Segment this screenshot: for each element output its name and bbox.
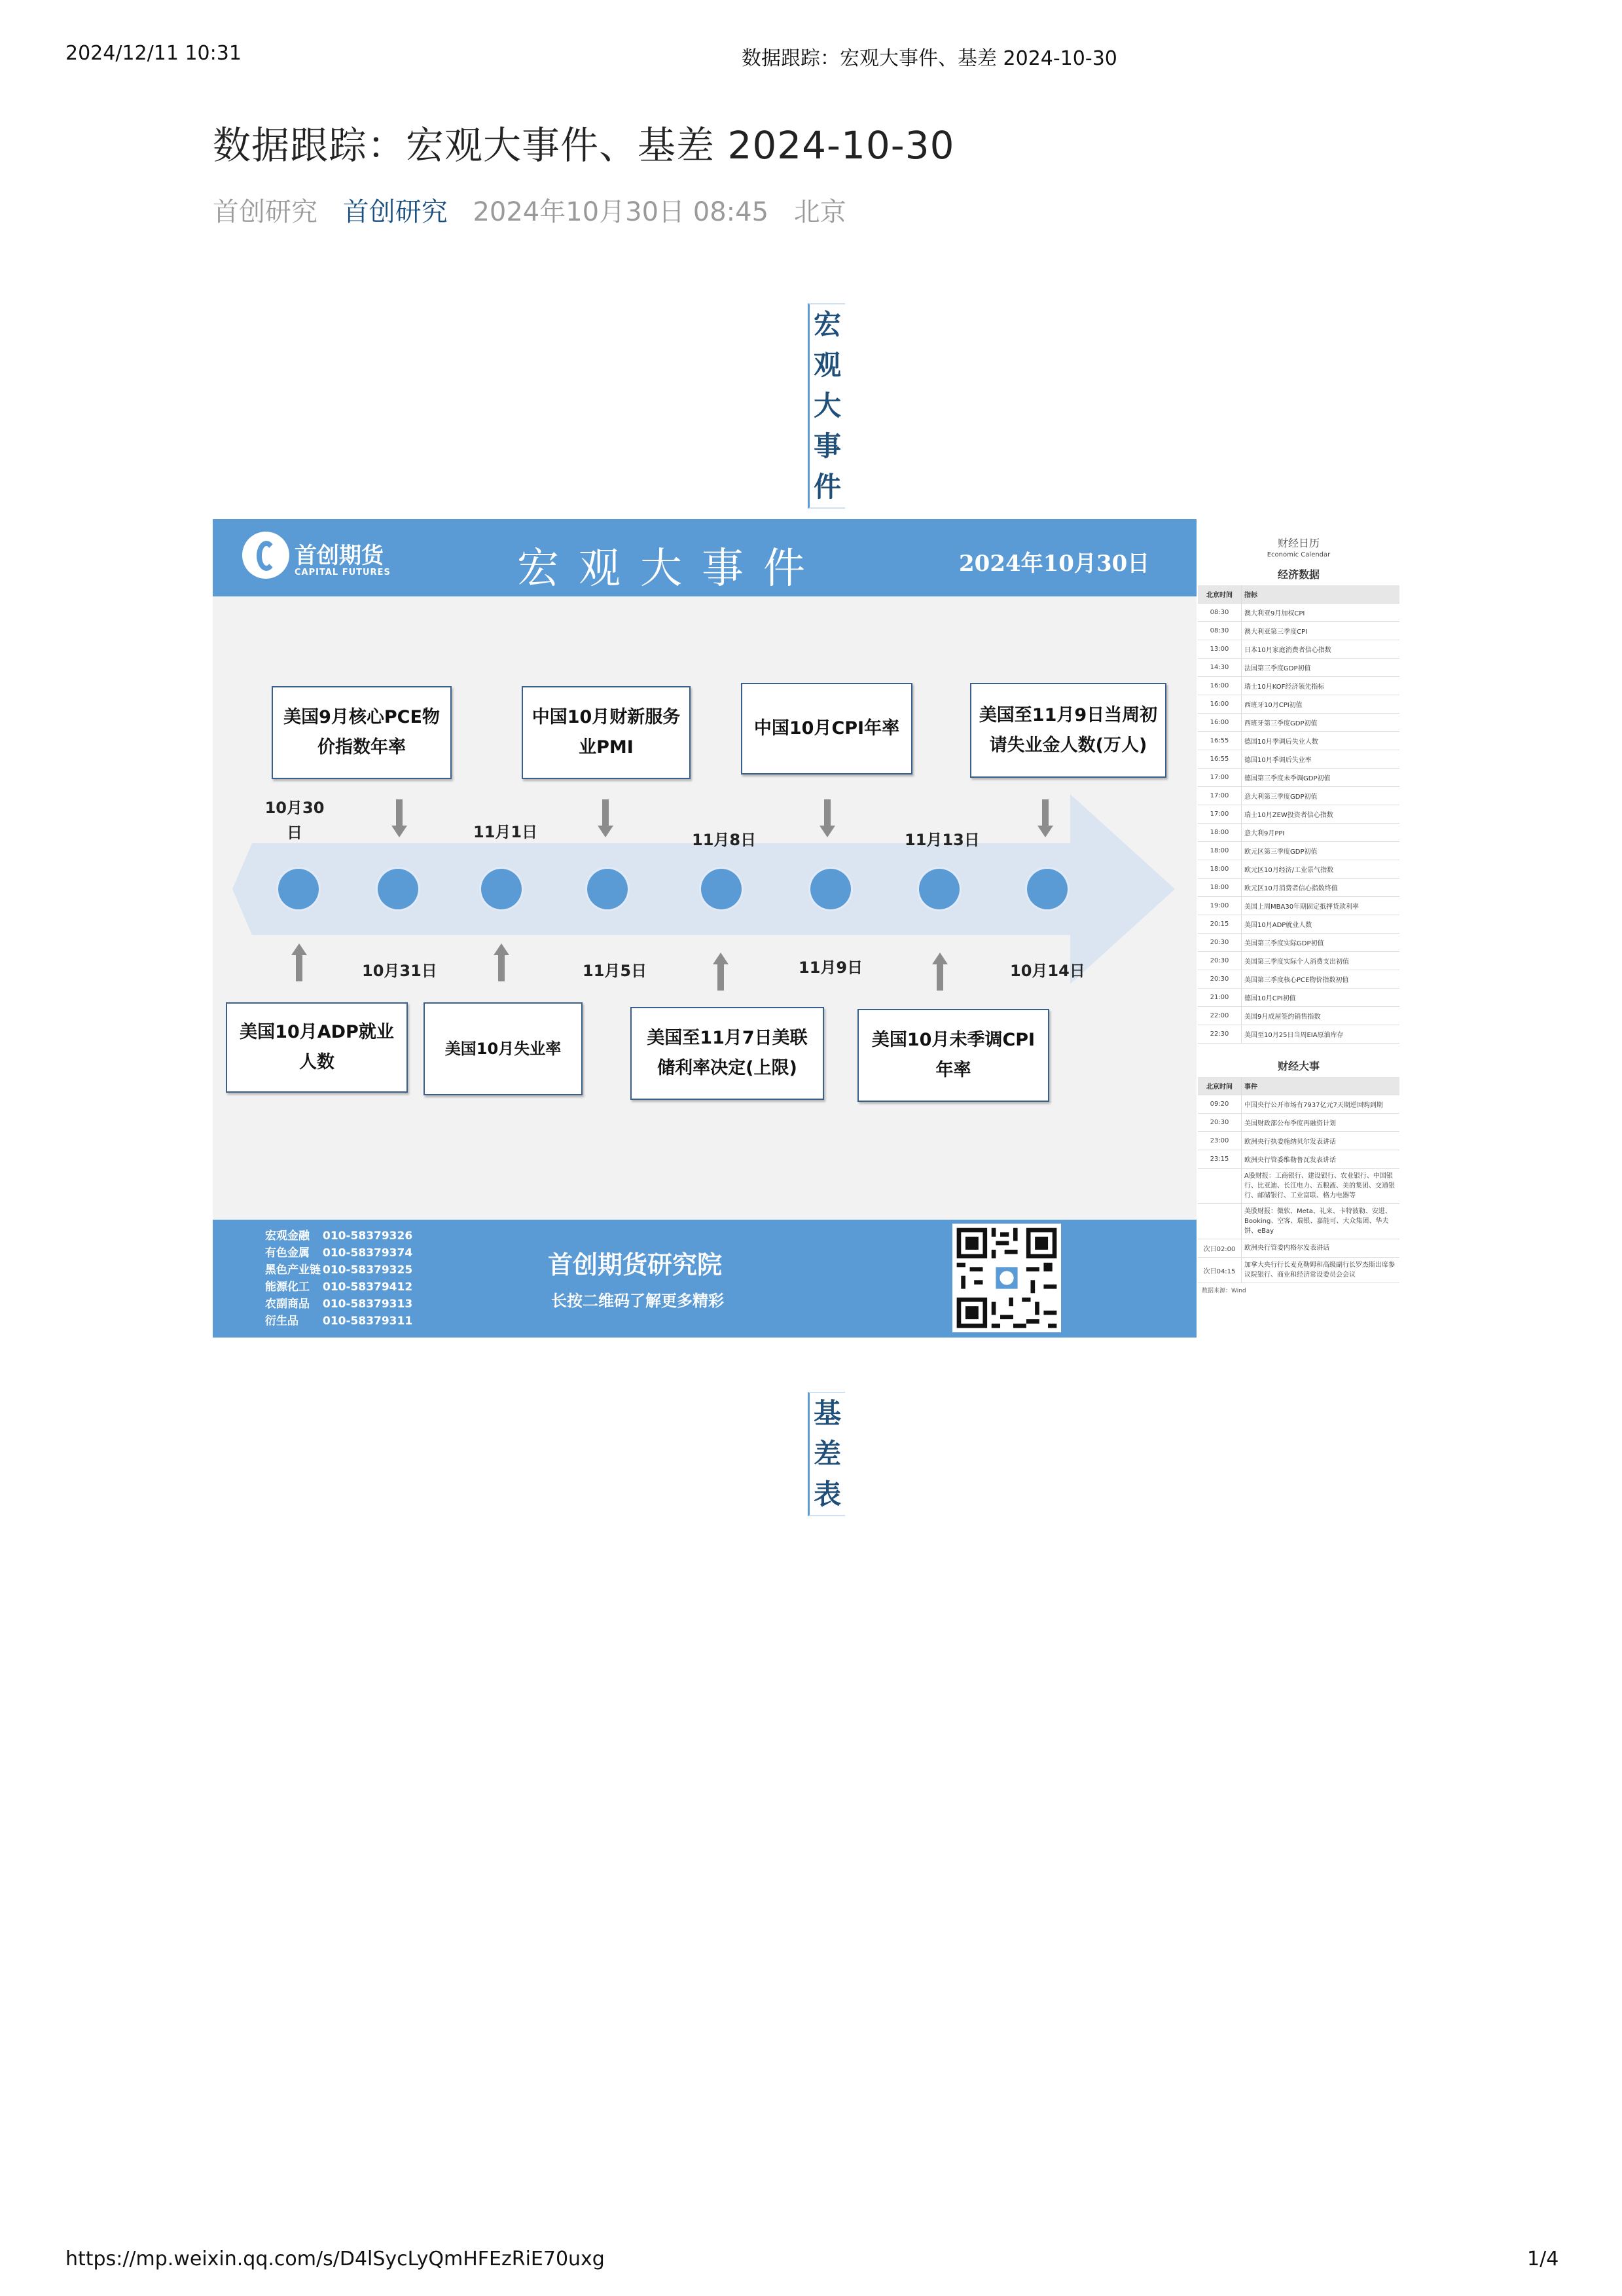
row-item: 瑞士10月KOF经济领先指标 bbox=[1242, 677, 1400, 695]
header-item: 事件 bbox=[1242, 1077, 1400, 1095]
row-item: 美国第三季度实际GDP初值 bbox=[1242, 934, 1400, 952]
table-row bbox=[1198, 750, 1399, 769]
row-time: 16:00 bbox=[1198, 714, 1242, 732]
contact-row: 黑色产业链 010-58379325 bbox=[265, 1264, 413, 1277]
row-time: 13:00 bbox=[1198, 640, 1242, 659]
heading-char: 宏 bbox=[813, 308, 841, 340]
row-item: 法国第三季度GDP初值 bbox=[1242, 659, 1400, 677]
article-meta bbox=[213, 191, 863, 228]
table-row bbox=[1198, 604, 1399, 622]
table-row bbox=[1198, 1007, 1399, 1025]
table-row bbox=[1198, 805, 1399, 824]
header-time: 北京时间 bbox=[1198, 1077, 1242, 1095]
table-row bbox=[1198, 1169, 1399, 1204]
row-time: 17:00 bbox=[1198, 787, 1242, 805]
section-heading-basis bbox=[808, 1392, 845, 1516]
section-heading-macro bbox=[808, 303, 845, 509]
earnings-us: 美股财报：微软、Meta、礼来、卡特彼勒、安进、Booking、空客、瑞银、嘉能可、大众集团、华夫饼、eBay bbox=[1242, 1204, 1400, 1239]
row-time: 17:00 bbox=[1198, 769, 1242, 787]
macro-events-infographic bbox=[213, 519, 1197, 1338]
row-item: 西班牙10月CPI初值 bbox=[1242, 695, 1400, 714]
up-arrow-icon bbox=[932, 953, 948, 991]
table-row bbox=[1198, 1132, 1399, 1150]
down-arrow-icon bbox=[1037, 799, 1053, 837]
row-item: 澳大利亚9月加权CPI bbox=[1242, 604, 1400, 622]
timeline-dot bbox=[701, 869, 742, 909]
contact-row: 宏观金融 010-58379326 bbox=[265, 1230, 413, 1243]
row-time: 08:30 bbox=[1198, 622, 1242, 640]
calendar-subtitle: Economic Calendar bbox=[1267, 551, 1331, 558]
row-item: 欧元区10月经济/工业景气指数 bbox=[1242, 860, 1400, 879]
row-time: 23:15 bbox=[1198, 1150, 1242, 1169]
table-row bbox=[1198, 677, 1399, 695]
infographic-date: 2024年10月30日 bbox=[959, 551, 1150, 577]
down-arrow-icon bbox=[598, 799, 613, 837]
logo-text-cn: 首创期货 bbox=[295, 543, 384, 569]
table-row bbox=[1198, 695, 1399, 714]
table-row bbox=[1198, 769, 1399, 787]
row-item: 德国10月CPI初值 bbox=[1242, 989, 1400, 1007]
publish-date: 2024年10月30日 08:45 bbox=[473, 197, 769, 227]
event-box-top: 中国10月财新服务业PMI bbox=[522, 686, 691, 779]
heading-char: 表 bbox=[813, 1478, 841, 1510]
earnings-a-share: A股财报：工商银行、建设银行、农业银行、中国银行、比亚迪、长江电力、五粮液、美的集团、交通银行、邮储银行、工业富联、格力电器等 bbox=[1242, 1169, 1400, 1204]
row-time: 22:00 bbox=[1198, 1007, 1242, 1025]
calendar-event-heading: 财经大事 bbox=[1277, 1060, 1320, 1072]
row-time: 08:30 bbox=[1198, 604, 1242, 622]
row-time: 18:00 bbox=[1198, 824, 1242, 842]
date-label: 11月9日 bbox=[799, 958, 863, 977]
heading-char: 件 bbox=[813, 471, 841, 503]
contact-row: 衍生品 010-58379311 bbox=[265, 1315, 413, 1328]
contact-row: 有色金属 010-58379374 bbox=[265, 1247, 413, 1260]
table-row bbox=[1198, 787, 1399, 805]
table-row bbox=[1198, 970, 1399, 989]
table-row bbox=[1198, 1150, 1399, 1169]
timeline-dot bbox=[378, 869, 418, 909]
row-item: 澳大利亚第三季度CPI bbox=[1242, 622, 1400, 640]
table-row bbox=[1198, 732, 1399, 750]
table-row bbox=[1198, 714, 1399, 732]
row-time: 20:30 bbox=[1198, 1114, 1242, 1132]
row-item: 美国财政部公布季度再融资计划 bbox=[1242, 1114, 1400, 1132]
row-time: 18:00 bbox=[1198, 879, 1242, 897]
infographic-footer bbox=[213, 1220, 1197, 1338]
row-time: 17:00 bbox=[1198, 805, 1242, 824]
qr-code-icon[interactable] bbox=[952, 1224, 1061, 1332]
row-item: 德国10月季调后失业率 bbox=[1242, 750, 1400, 769]
heading-char: 事 bbox=[813, 430, 841, 462]
row-time: 09:20 bbox=[1198, 1095, 1242, 1114]
timeline-dot bbox=[481, 869, 522, 909]
row-item: 德国10月季调后失业人数 bbox=[1242, 732, 1400, 750]
table-row bbox=[1198, 897, 1399, 915]
print-url[interactable]: https://mp.weixin.qq.com/s/D4lSycLyQmHFEzRiE70uxg bbox=[65, 2248, 605, 2270]
infographic-title: 宏观大事件 bbox=[517, 545, 825, 593]
event-box-top: 美国至11月9日当周初请失业金人数(万人) bbox=[970, 683, 1166, 778]
row-item: 瑞士10月ZEW投资者信心指数 bbox=[1242, 805, 1400, 824]
publish-location: 北京 bbox=[793, 197, 846, 227]
event-box-bottom: 美国至11月7日美联储利率决定(上限) bbox=[630, 1007, 824, 1100]
print-title: 数据跟踪：宏观大事件、基差 2024-10-30 bbox=[742, 47, 1117, 70]
earnings-table bbox=[1198, 1169, 1399, 1239]
row-item: 美国第三季度实际个人消费支出初值 bbox=[1242, 952, 1400, 970]
row-item: 意大利9月PPI bbox=[1242, 824, 1400, 842]
row-time: 23:00 bbox=[1198, 1132, 1242, 1150]
row-time: 18:00 bbox=[1198, 860, 1242, 879]
date-label: 11月5日 bbox=[583, 962, 647, 980]
economic-calendar bbox=[1198, 519, 1399, 1338]
row-time: 16:00 bbox=[1198, 677, 1242, 695]
table-row bbox=[1198, 1204, 1399, 1239]
contact-list bbox=[265, 1228, 412, 1330]
table-row bbox=[1198, 934, 1399, 952]
date-label: 11月1日 bbox=[473, 823, 538, 841]
down-arrow-icon bbox=[820, 799, 835, 837]
heading-char: 大 bbox=[813, 390, 841, 422]
header-time: 北京时间 bbox=[1198, 585, 1242, 604]
table-header-row bbox=[1198, 585, 1399, 604]
table-row bbox=[1198, 640, 1399, 659]
table-row bbox=[1198, 842, 1399, 860]
events-table bbox=[1198, 1077, 1399, 1169]
date-label: 10月30日 bbox=[264, 799, 325, 842]
table-row bbox=[1198, 860, 1399, 879]
row-time: 22:30 bbox=[1198, 1025, 1242, 1044]
row-item: 欧洲央行管委维勒鲁瓦发表讲话 bbox=[1242, 1150, 1400, 1169]
event-box-bottom: 美国10月未季调CPI年率 bbox=[857, 1009, 1049, 1102]
institute-name: 首创期货研究院 bbox=[548, 1250, 723, 1279]
timeline-dot bbox=[810, 869, 851, 909]
print-page-number: 1/4 bbox=[1527, 2248, 1559, 2270]
table-header-row bbox=[1198, 1077, 1399, 1095]
row-item: 西班牙第三季度GDP初值 bbox=[1242, 714, 1400, 732]
contact-row: 能源化工 010-58379412 bbox=[265, 1281, 413, 1294]
row-item: 意大利第三季度GDP初值 bbox=[1242, 787, 1400, 805]
row-time: 次日02:00 bbox=[1198, 1239, 1242, 1258]
table-row bbox=[1198, 989, 1399, 1007]
timeline-dot bbox=[919, 869, 960, 909]
event-box-top: 中国10月CPI年率 bbox=[741, 683, 912, 774]
author-link[interactable]: 首创研究 bbox=[342, 197, 448, 227]
row-item: 美国上周MBA30年期固定抵押贷款利率 bbox=[1242, 897, 1400, 915]
row-time: 16:55 bbox=[1198, 750, 1242, 769]
row-time: 次日04:15 bbox=[1198, 1258, 1242, 1283]
row-item: 中国央行公开市场有7937亿元7天期逆回购到期 bbox=[1242, 1095, 1400, 1114]
row-time: 18:00 bbox=[1198, 842, 1242, 860]
timeline-dot bbox=[1027, 869, 1068, 909]
table-row bbox=[1198, 915, 1399, 934]
date-label: 11月13日 bbox=[905, 831, 980, 849]
date-label: 10月14日 bbox=[1010, 962, 1085, 980]
row-time: 21:00 bbox=[1198, 989, 1242, 1007]
event-box-bottom: 美国10月失业率 bbox=[424, 1002, 583, 1095]
row-item: 美国至10月25日当周EIA原油库存 bbox=[1242, 1025, 1400, 1044]
date-label: 11月8日 bbox=[692, 831, 757, 849]
table-row bbox=[1198, 1258, 1399, 1283]
print-datetime: 2024/12/11 10:31 bbox=[65, 42, 242, 65]
table-row bbox=[1198, 1239, 1399, 1258]
table-row bbox=[1198, 1025, 1399, 1044]
contact-row: 农副商品 010-58379313 bbox=[265, 1298, 413, 1311]
timeline-dot bbox=[587, 869, 628, 909]
qr-cta: 长按二维码了解更多精彩 bbox=[551, 1292, 724, 1310]
header-item: 指标 bbox=[1242, 585, 1400, 604]
table-row bbox=[1198, 879, 1399, 897]
row-time: 20:30 bbox=[1198, 952, 1242, 970]
row-time: 20:30 bbox=[1198, 970, 1242, 989]
down-arrow-icon bbox=[391, 799, 407, 837]
row-item: 欧元区10月消费者信心指数终值 bbox=[1242, 879, 1400, 897]
logo-text-en: CAPITAL FUTURES bbox=[295, 568, 391, 577]
table-row bbox=[1198, 952, 1399, 970]
row-item: 欧洲央行执委施纳贝尔发表讲话 bbox=[1242, 1132, 1400, 1150]
row-item: 美国第三季度核心PCE物价指数初值 bbox=[1242, 970, 1400, 989]
row-item: 日本10月家庭消费者信心指数 bbox=[1242, 640, 1400, 659]
article-source: 首创研究 bbox=[213, 197, 317, 227]
heading-char: 差 bbox=[813, 1438, 841, 1470]
row-time: 20:15 bbox=[1198, 915, 1242, 934]
row-time: 16:55 bbox=[1198, 732, 1242, 750]
row-time: 20:30 bbox=[1198, 934, 1242, 952]
table-row bbox=[1198, 622, 1399, 640]
event-box-top: 美国9月核心PCE物价指数年率 bbox=[272, 686, 452, 779]
row-time: 14:30 bbox=[1198, 659, 1242, 677]
calendar-source: 数据来源：Wind bbox=[1202, 1288, 1246, 1294]
table-row bbox=[1198, 659, 1399, 677]
calendar-econ-heading: 经济数据 bbox=[1277, 568, 1320, 581]
econ-data-table bbox=[1198, 585, 1399, 1044]
row-item: 美国10月ADP就业人数 bbox=[1242, 915, 1400, 934]
row-item: 欧洲央行管委内格尔发表讲话 bbox=[1242, 1239, 1400, 1258]
up-arrow-icon bbox=[494, 943, 509, 981]
timeline-dot bbox=[278, 869, 319, 909]
up-arrow-icon bbox=[713, 953, 729, 991]
table-row bbox=[1198, 824, 1399, 842]
row-time: 16:00 bbox=[1198, 695, 1242, 714]
next-day-table bbox=[1198, 1239, 1399, 1283]
table-row bbox=[1198, 1114, 1399, 1132]
row-item: 美国9月成屋签约销售指数 bbox=[1242, 1007, 1400, 1025]
row-item: 加拿大央行行长麦克勒姆和高级副行长罗杰斯出席参议院银行、商业和经济常设委员会会议 bbox=[1242, 1258, 1400, 1283]
calendar-title: 财经日历 bbox=[1277, 537, 1320, 549]
row-item: 欧元区第三季度GDP初值 bbox=[1242, 842, 1400, 860]
row-time: 19:00 bbox=[1198, 897, 1242, 915]
event-box-bottom: 美国10月ADP就业人数 bbox=[226, 1002, 408, 1093]
table-row bbox=[1198, 1095, 1399, 1114]
heading-char: 观 bbox=[813, 349, 841, 381]
up-arrow-icon bbox=[291, 943, 307, 981]
article-title: 数据跟踪：宏观大事件、基差 2024-10-30 bbox=[213, 123, 955, 168]
row-item: 德国第三季度未季调GDP初值 bbox=[1242, 769, 1400, 787]
heading-char: 基 bbox=[813, 1397, 841, 1429]
date-label: 10月31日 bbox=[362, 962, 437, 980]
